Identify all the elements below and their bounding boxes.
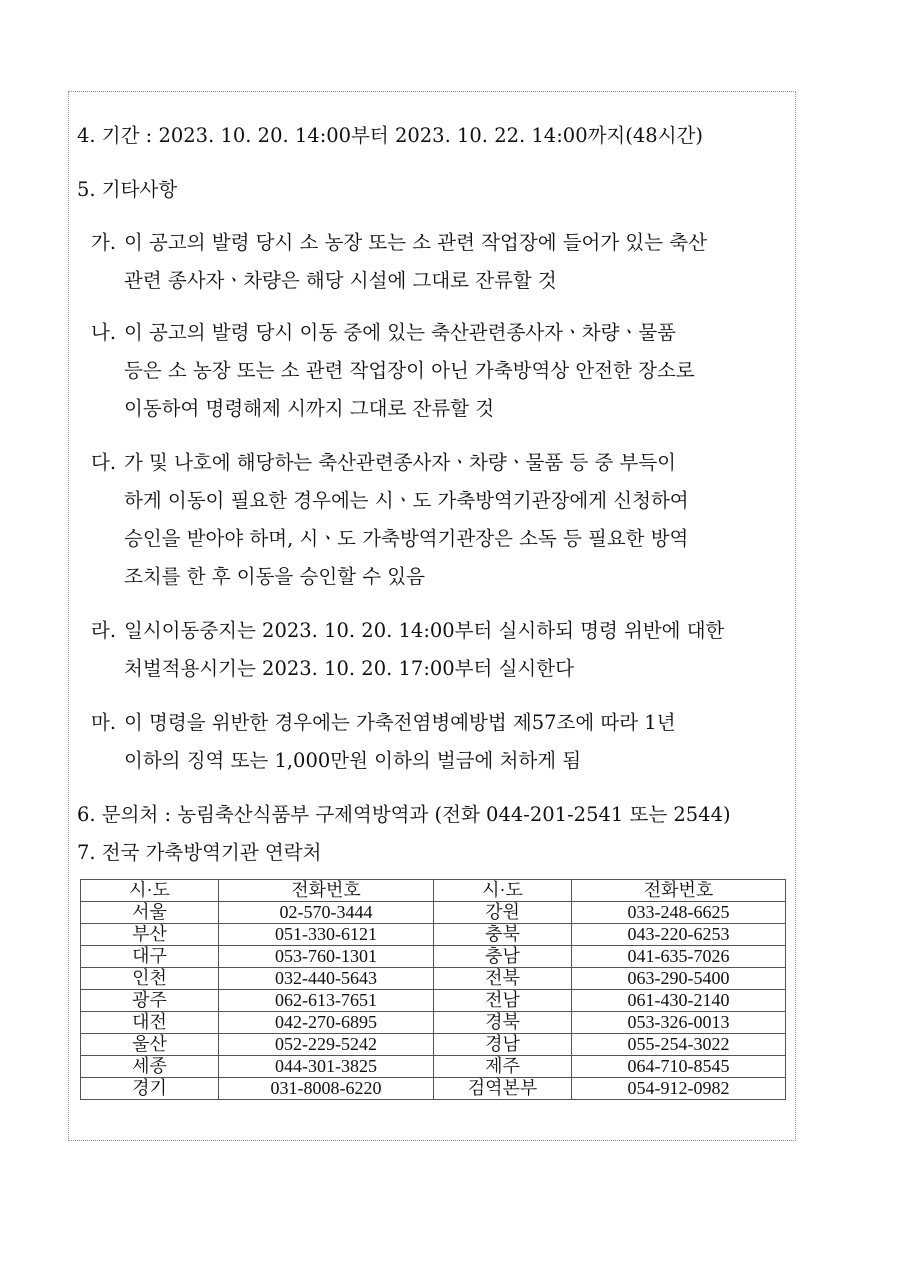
phone-cell: 054-912-0982: [572, 1078, 786, 1100]
phone-cell: 052-229-5242: [219, 1034, 434, 1056]
item-text: 승인을 받아야 하며, 시ㆍ도 가축방역기관장은 소독 등 필요한 방역: [124, 527, 689, 550]
table-row: [81, 946, 786, 968]
region-cell: 광주: [81, 990, 219, 1012]
region-cell: 강원: [434, 902, 572, 924]
section-period: 4. 기간 : 2023. 10. 20. 14:00부터 2023. 10. 22. 14:00까지(48시간): [77, 124, 703, 147]
phone-cell: 031-8008-6220: [219, 1078, 434, 1100]
item-text: 처벌적용시기는 2023. 10. 20. 17:00부터 실시한다: [124, 657, 574, 680]
phone-cell: 041-635-7026: [572, 946, 786, 968]
region-cell: 충남: [434, 946, 572, 968]
region-cell: 제주: [434, 1056, 572, 1078]
phone-cell: 043-220-6253: [572, 924, 786, 946]
table-row: [81, 968, 786, 990]
list-item: [91, 621, 724, 641]
section-agency-list-title: 7. 전국 가축방역기관 연락처: [77, 841, 322, 864]
item-text: 가 및 나호에 해당하는 축산관련종사자ㆍ차량ㆍ물품 등 중 부득이: [124, 451, 676, 474]
item-text: 하게 이동이 필요한 경우에는 시ㆍ도 가축방역기관장에게 신청하여: [124, 489, 689, 512]
region-cell: 경북: [434, 1012, 572, 1034]
item-mark: 마.: [91, 711, 117, 734]
list-item: [91, 453, 676, 473]
agency-contact-table: [80, 879, 786, 1100]
region-cell: 충북: [434, 924, 572, 946]
header-phone: 전화번호: [219, 880, 434, 902]
table-row: [81, 1078, 786, 1100]
item-text: 조치를 한 후 이동을 승인할 수 있음: [124, 565, 425, 588]
item-text: 등은 소 농장 또는 소 관련 작업장이 아닌 가축방역상 안전한 장소로: [124, 359, 695, 382]
item-text: 관련 종사자ㆍ차량은 해당 시설에 그대로 잔류할 것: [124, 269, 557, 292]
phone-cell: 032-440-5643: [219, 968, 434, 990]
region-cell: 세종: [81, 1056, 219, 1078]
phone-cell: 062-613-7651: [219, 990, 434, 1012]
region-cell: 경기: [81, 1078, 219, 1100]
item-mark: 나.: [91, 321, 117, 344]
region-cell: 전남: [434, 990, 572, 1012]
phone-cell: 053-760-1301: [219, 946, 434, 968]
region-cell: 인천: [81, 968, 219, 990]
region-cell: 검역본부: [434, 1078, 572, 1100]
region-cell: 경남: [434, 1034, 572, 1056]
phone-cell: 055-254-3022: [572, 1034, 786, 1056]
phone-cell: 061-430-2140: [572, 990, 786, 1012]
phone-cell: 033-248-6625: [572, 902, 786, 924]
section-other-matters: 5. 기타사항: [77, 178, 178, 201]
table-row: [81, 924, 786, 946]
section-contact: 6. 문의처 : 농림축산식품부 구제역방역과 (전화 044-201-2541 또는 2544): [77, 803, 731, 826]
region-cell: 서울: [81, 902, 219, 924]
table-row: [81, 902, 786, 924]
phone-cell: 053-326-0013: [572, 1012, 786, 1034]
item-mark: 다.: [91, 451, 117, 474]
phone-cell: 064-710-8545: [572, 1056, 786, 1078]
list-item: [91, 323, 676, 343]
region-cell: 부산: [81, 924, 219, 946]
region-cell: 전북: [434, 968, 572, 990]
item-text: 이 공고의 발령 당시 소 농장 또는 소 관련 작업장에 들어가 있는 축산: [124, 231, 707, 254]
region-cell: 대구: [81, 946, 219, 968]
item-text: 이 명령을 위반한 경우에는 가축전염병예방법 제57조에 따라 1년: [124, 711, 676, 734]
item-text: 일시이동중지는 2023. 10. 20. 14:00부터 실시하되 명령 위반에 대한: [124, 619, 725, 642]
item-mark: 라.: [91, 619, 117, 642]
table-row: [81, 1034, 786, 1056]
item-text: 이동하여 명령해제 시까지 그대로 잔류할 것: [124, 397, 495, 420]
table-row: [81, 1012, 786, 1034]
item-text: 이 공고의 발령 당시 이동 중에 있는 축산관련종사자ㆍ차량ㆍ물품: [124, 321, 676, 344]
header-region: 시·도: [81, 880, 219, 902]
table-header-row: [81, 880, 786, 902]
phone-cell: 063-290-5400: [572, 968, 786, 990]
header-phone: 전화번호: [572, 880, 786, 902]
header-region: 시·도: [434, 880, 572, 902]
item-text: 이하의 징역 또는 1,000만원 이하의 벌금에 처하게 됨: [124, 749, 582, 772]
item-mark: 가.: [91, 231, 117, 254]
phone-cell: 02-570-3444: [219, 902, 434, 924]
table-row: [81, 1056, 786, 1078]
phone-cell: 042-270-6895: [219, 1012, 434, 1034]
region-cell: 울산: [81, 1034, 219, 1056]
list-item: [91, 233, 707, 253]
list-item: [91, 713, 676, 733]
table-row: [81, 990, 786, 1012]
phone-cell: 044-301-3825: [219, 1056, 434, 1078]
region-cell: 대전: [81, 1012, 219, 1034]
phone-cell: 051-330-6121: [219, 924, 434, 946]
